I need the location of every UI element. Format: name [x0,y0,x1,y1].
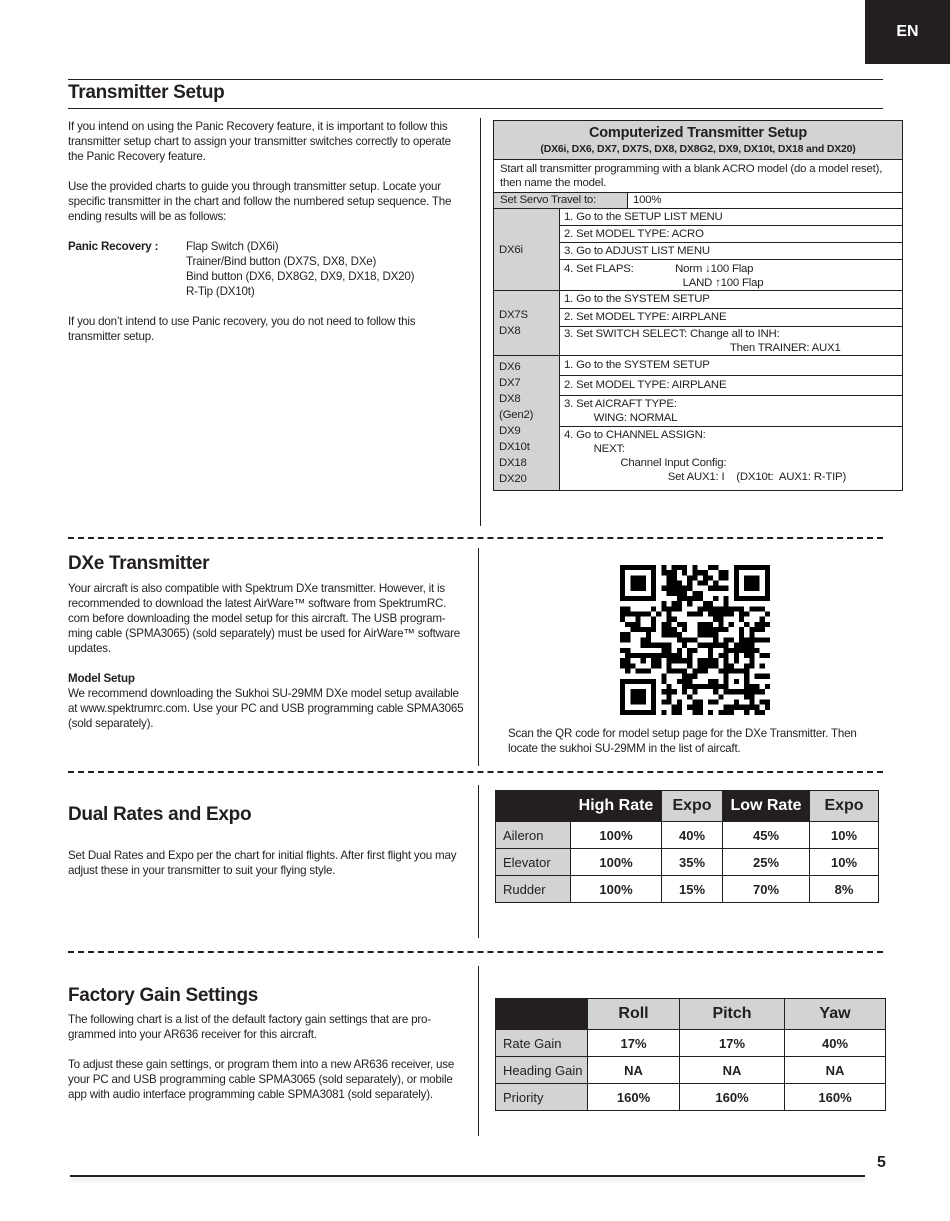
radio-name: DX6i [499,243,523,256]
radio-name: DX8 (Gen2) [499,393,534,421]
setup-step: 2. Set MODEL TYPE: ACRO [560,226,902,243]
language-tab: EN [865,0,950,64]
paragraph: The following chart is a list of the default factory gain settings that are pro- grammed into your AR636 receiver for this aircraft. [68,1013,431,1041]
table-cell: 17% [588,1030,680,1057]
panic-value: Bind button (DX6, DX8G2, DX9, DX18, DX20) [186,270,415,283]
paragraph: We recommend downloading the Sukhoi SU-29MM DXe model setup available at www.spektrumrc.com. Use your PC and USB programming cable SPMA3065 (sold separately). [68,687,464,730]
row-label: Aileron [496,822,571,849]
computerized-setup-table [493,120,903,491]
setup-step: 3. Go to ADJUST LIST MENU [560,243,902,260]
table-row [496,1030,886,1057]
footer-rule [70,1175,865,1177]
radio-name: DX10t [499,441,530,453]
section-separator [68,537,883,539]
table-cell: NA [588,1057,680,1084]
qr-caption: Scan the QR code for model setup page for the DXe Transmitter. Then locate the sukhoi SU-29MM in the list of aircaft. [508,727,857,755]
radio-list [494,291,560,355]
radio-list [494,209,560,290]
table-row [496,1084,886,1111]
table-header-row [496,791,879,822]
table-cell: 17% [680,1030,785,1057]
title-underline [68,108,883,109]
servo-travel-label: Set Servo Travel to: [494,193,628,208]
setup-step: 3. Set AICRAFT TYPE: WING: NORMAL [560,396,902,427]
table-cell: 8% [810,876,879,903]
table-cell: 70% [723,876,810,903]
setup-table-subtitle: (DX6i, DX6, DX7, DX7S, DX8, DX8G2, DX9, DX10t, DX18 and DX20) [540,143,856,155]
panic-value: Flap Switch (DX6i) [186,240,279,253]
transmitter-setup-text [68,119,473,359]
transmitter-setup-title: Transmitter Setup [68,82,225,103]
row-label: Priority [496,1084,588,1111]
gain-text [68,1012,473,1117]
setup-table-title: Computerized Transmitter Setup [589,125,807,141]
top-rule [68,79,883,80]
table-cell: 160% [588,1084,680,1111]
model-setup-heading: Model Setup [68,672,135,685]
table-row [496,1057,886,1084]
setup-step: 1. Go to the SYSTEM SETUP [560,291,902,309]
table-header-row [496,999,886,1030]
servo-travel-row [494,193,902,209]
radio-name: DX7 [499,377,521,389]
radio-list [494,356,560,490]
table-header: Expo [810,791,879,822]
paragraph: Your aircraft is also compatible with Spektrum DXe transmitter. However, it is recommended to download the latest AirWare™ software from SpektrumRC. com before downloading the model setup for this aircraft. The USB program- ming cable (SPMA3065) (sold separately) must be used for AirWare™ software updates. [68,582,461,655]
table-header-blank [496,791,571,822]
radio-name: DX7S [499,309,528,321]
table-header-blank [496,999,588,1030]
setup-step: 2. Set MODEL TYPE: AIRPLANE [560,309,902,327]
table-row [496,849,879,876]
radio-group-dx6-dx20 [494,356,902,490]
page-number: 5 [877,1154,886,1171]
dual-rates-table [495,790,879,903]
table-cell: 15% [662,876,723,903]
panic-recovery-label: Panic Recovery : [68,240,159,253]
dual-rates-title: Dual Rates and Expo [68,804,252,825]
dxe-section-title: DXe Transmitter [68,553,210,574]
setup-step: 3. Set SWITCH SELECT: Change all to INH: Then TRAINER: AUX1 [564,328,841,354]
table-header: Yaw [785,999,886,1030]
servo-travel-value: 100% [633,194,662,206]
setup-step: 1. Go to the SYSTEM SETUP [560,356,902,376]
table-cell: 40% [662,822,723,849]
radio-group-dx6i [494,209,902,291]
table-row [496,876,879,903]
radio-name: DX6 [499,361,521,373]
table-header: Pitch [680,999,785,1030]
table-cell: 40% [785,1030,886,1057]
paragraph: To adjust these gain settings, or program them into a new AR636 receiver, use your PC and USB programming cable SPMA3065 (sold separately), or mobile app with audio interface programming cable SPMA3081 (sold separately). [68,1058,455,1101]
table-cell: 160% [785,1084,886,1111]
panic-recovery-list [68,239,473,299]
panic-value: R-Tip (DX10t) [186,285,255,298]
table-header: Expo [662,791,723,822]
table-header: Roll [588,999,680,1030]
row-label: Elevator [496,849,571,876]
section-separator [68,951,883,953]
setup-step: 2. Set MODEL TYPE: AIRPLANE [560,376,902,396]
gain-table [495,998,886,1111]
dxe-text [68,581,473,746]
setup-step: 1. Go to the SETUP LIST MENU [560,209,902,226]
table-cell: 45% [723,822,810,849]
table-cell: 25% [723,849,810,876]
row-label: Rate Gain [496,1030,588,1057]
paragraph: If you intend on using the Panic Recovery feature, it is important to follow this transmitter setup chart to assign your transmitter switches correctly to operate the Panic Recovery feature. [68,120,451,163]
table-cell: NA [785,1057,886,1084]
radio-name: DX18 [499,457,527,469]
radio-name: DX9 [499,425,521,437]
table-cell: 35% [662,849,723,876]
table-cell: 160% [680,1084,785,1111]
table-header: Low Rate [723,791,810,822]
paragraph: Use the provided charts to guide you through transmitter setup. Locate your specific transmitter in the chart and follow the numbered setup sequence. The ending results will be as follows: [68,180,452,223]
column-divider [478,548,479,766]
column-divider [480,118,481,526]
setup-step: 4. Set FLAPS: Norm ↓100 Flap LAND ↑100 Flap [564,263,764,289]
table-header: High Rate [571,791,662,822]
table-cell: 10% [810,822,879,849]
setup-step: 4. Go to CHANNEL ASSIGN: NEXT: Channel Input Config: Set AUX1: I (DX10t: AUX1: R-TIP) [564,429,847,483]
radio-name: DX20 [499,473,527,485]
row-label: Heading Gain [496,1057,588,1084]
radio-group-dx7s-dx8 [494,291,902,356]
table-cell: NA [680,1057,785,1084]
qr-code[interactable] [620,565,770,715]
setup-table-header [494,121,902,160]
radio-name: DX8 [499,325,521,337]
table-cell: 10% [810,849,879,876]
dual-rates-text: Set Dual Rates and Expo per the chart for initial flights. After first flight you may adjust these in your transmitter to suit your flying style. [68,849,457,877]
table-cell: 100% [571,822,662,849]
column-divider [478,966,479,1136]
table-cell: 100% [571,876,662,903]
qr-code-graphic [620,565,770,715]
table-cell: 100% [571,849,662,876]
gain-section-title: Factory Gain Settings [68,985,259,1006]
section-separator [68,771,883,773]
table-row [496,822,879,849]
row-label: Rudder [496,876,571,903]
column-divider [478,785,479,938]
panic-value: Trainer/Bind button (DX7S, DX8, DXe) [186,255,377,268]
setup-table-intro: Start all transmitter programming with a blank ACRO model (do a model reset), then name the model. [494,160,902,193]
paragraph: If you don’t intend to use Panic recovery, you do not need to follow this transmitter setup. [68,315,416,343]
